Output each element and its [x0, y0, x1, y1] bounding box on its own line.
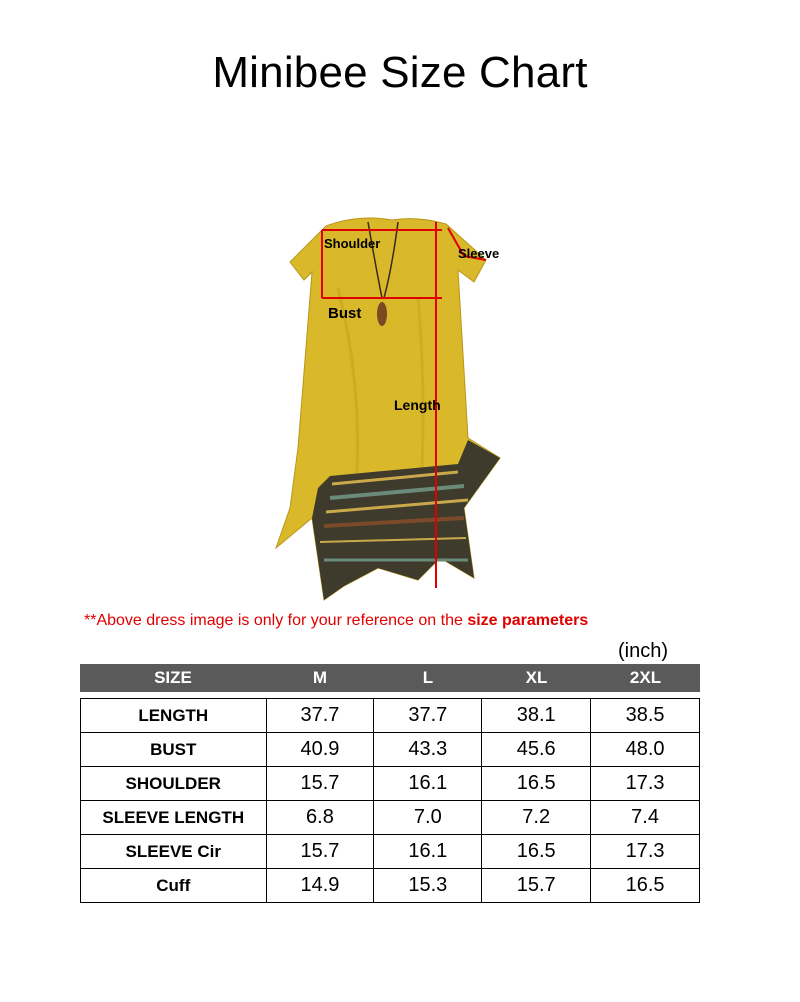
table-row [81, 767, 700, 801]
reference-note [84, 612, 588, 630]
header-xl: XL [525, 668, 548, 687]
table-cell: 15.7 [266, 767, 374, 801]
length-label: Length [394, 397, 441, 413]
table-cell: 15.7 [266, 835, 374, 869]
header-2xl: 2XL [629, 668, 662, 687]
row-label: SLEEVE LENGTH [81, 801, 267, 835]
header-m: M [312, 668, 328, 687]
note-emphasis: size parameters [467, 612, 589, 629]
table-row [81, 801, 700, 835]
table-cell: 6.8 [266, 801, 374, 835]
table-row [81, 869, 700, 903]
table-cell: 40.9 [266, 733, 374, 767]
size-table [80, 698, 700, 903]
page-title: Minibee Size Chart [212, 48, 588, 97]
table-cell: 48.0 [591, 733, 700, 767]
table-cell: 16.1 [374, 835, 482, 869]
table-cell: 43.3 [374, 733, 482, 767]
sleeve-label: Sleeve [458, 246, 500, 261]
table-cell: 7.2 [482, 801, 591, 835]
table-cell: 16.5 [482, 835, 591, 869]
table-row [81, 699, 700, 733]
table-cell: 7.0 [374, 801, 482, 835]
table-cell: 14.9 [266, 869, 374, 903]
table-row [81, 733, 700, 767]
table-cell: 37.7 [266, 699, 374, 733]
row-label: BUST [81, 733, 267, 767]
shoulder-label: Shoulder [324, 236, 381, 251]
table-cell: 16.5 [591, 869, 700, 903]
table-row [81, 835, 700, 869]
header-l: L [422, 668, 434, 687]
row-label: LENGTH [81, 699, 267, 733]
dress-illustration [268, 208, 518, 608]
row-label: Cuff [81, 869, 267, 903]
table-cell: 45.6 [482, 733, 591, 767]
row-label: SHOULDER [81, 767, 267, 801]
table-cell: 16.1 [374, 767, 482, 801]
table-cell: 7.4 [591, 801, 700, 835]
size-table-header [80, 664, 700, 692]
table-cell: 17.3 [591, 835, 700, 869]
bust-label: Bust [328, 305, 362, 322]
dress-measurement-figure [268, 208, 518, 608]
table-cell: 15.7 [482, 869, 591, 903]
note-text: **Above dress image is only for your reference on the [84, 612, 468, 629]
header-size: SIZE [154, 668, 192, 687]
table-cell: 38.5 [591, 699, 700, 733]
table-cell: 16.5 [482, 767, 591, 801]
table-cell: 15.3 [374, 869, 482, 903]
unit-label: (inch) [618, 640, 669, 662]
row-label: SLEEVE Cir [81, 835, 267, 869]
table-cell: 37.7 [374, 699, 482, 733]
table-cell: 17.3 [591, 767, 700, 801]
table-cell: 38.1 [482, 699, 591, 733]
